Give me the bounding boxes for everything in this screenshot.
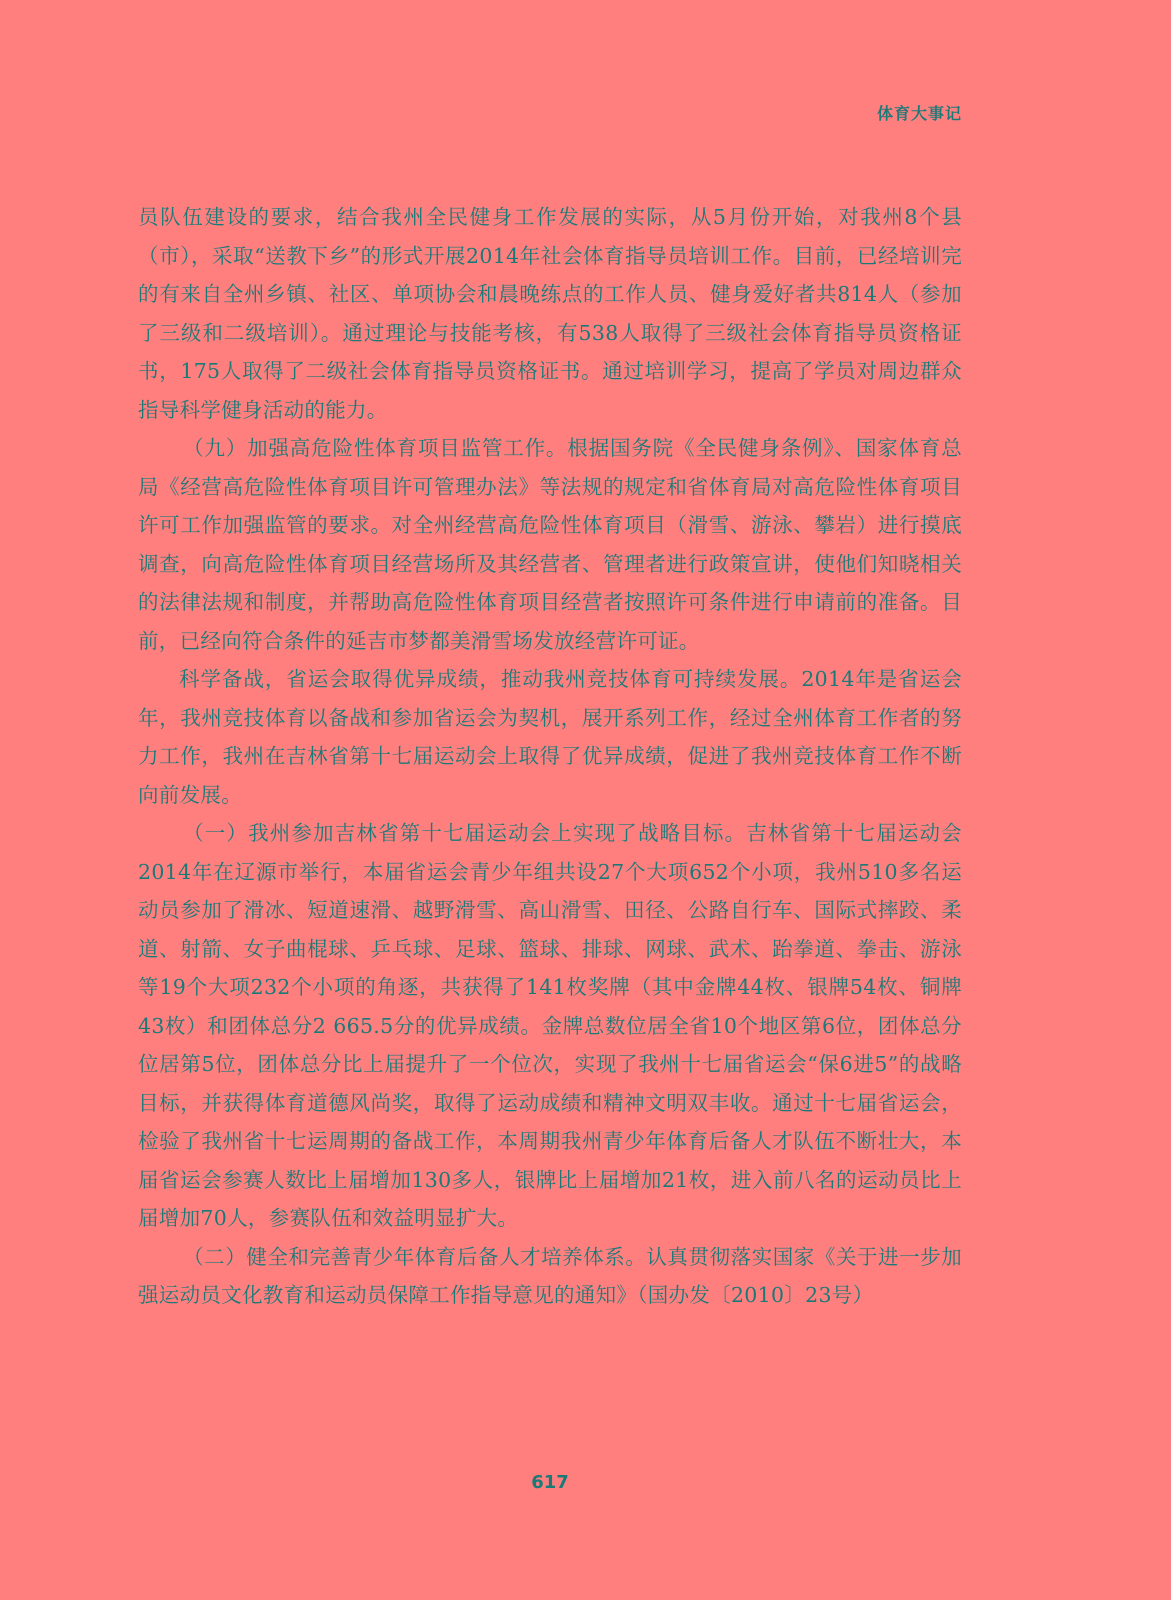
paragraph-2: （九）加强高危险性体育项目监管工作。根据国务院《全民健身条例》、国家体育总局《经营高危险性体育项目许可管理办法》等法规的规定和省体育局对高危险性体育项目许可工作加强监管的要求。对全州经营高危险性体育项目（滑雪、游泳、攀岩）进行摸底调查，向高危险性体育项目经营场所及其经营者、管理者进行政策宣讲，使他们知晓相关的法律法规和制度，并帮助高危险性体育项目经营者按照许可条件进行申请前的准备。目前，已经向符合条件的延吉市梦都美滑雪场发放经营许可证。 [138,436,962,653]
paragraph-1: 员队伍建设的要求，结合我州全民健身工作发展的实际，从5月份开始，对我州8个县（市），采取“送教下乡”的形式开展2014年社会体育指导员培训工作。目前，已经培训完的有来自全州乡镇、社区、单项协会和晨晚练点的工作人员、健身爱好者共814人（参加了三级和二级培训）。通过理论与技能考核，有538人取得了三级社会体育指导员资格证书，175人取得了二级社会体育指导员资格证书。通过培训学习，提高了学员对周边群众指导科学健身活动的能力。 [138,205,962,422]
page-number: 617 [531,1472,569,1493]
paragraph-5: （二）健全和完善青少年体育后备人才培养体系。认真贯彻落实国家《关于进一步加强运动员文化教育和运动员保障工作指导意见的通知》（国办发〔2010〕23号） [138,1244,962,1307]
running-header-title: 体育大事记 [876,104,962,123]
paragraph-4: （一）我州参加吉林省第十七届运动会上实现了战略目标。吉林省第十七届运动会2014年在辽源市举行，本届省运会青少年组共设27个大项652个小项，我州510多名运动员参加了滑冰、短道速滑、越野滑雪、高山滑雪、田径、公路自行车、国际式摔跤、柔道、射箭、女子曲棍球、乒乓球、足球、篮球、排球、网球、武术、跆拳道、拳击、游泳等19个大项232个小项的角逐，共获得了141枚奖牌（其中金牌44枚、银牌54枚、铜牌43枚）和团体总分2 665.5分的优异成绩。金牌总数位居全省10个地区第6位，团体总分位居第5位，团体总分比上届提升了一个位次，实现了我州十七届省运会“保6进5”的战略目标，并获得体育道德风尚奖，取得了运动成绩和精神文明双丰收。通过十七届省运会，检验了我州省十七运周期的备战工作，本周期我州青少年体育后备人才队伍不断壮大，本届省运会参赛人数比上届增加130多人，银牌比上届增加21枚，进入前八名的运动员比上届增加70人，参赛队伍和效益明显扩大。 [138,821,962,1230]
body-text [138,198,962,1315]
paragraph-3: 科学备战，省运会取得优异成绩，推动我州竞技体育可持续发展。2014年是省运会年，我州竞技体育以备战和参加省运会为契机，展开系列工作，经过全州体育工作者的努力工作，我州在吉林省第十七届运动会上取得了优异成绩，促进了我州竞技体育工作不断向前发展。 [138,667,962,807]
